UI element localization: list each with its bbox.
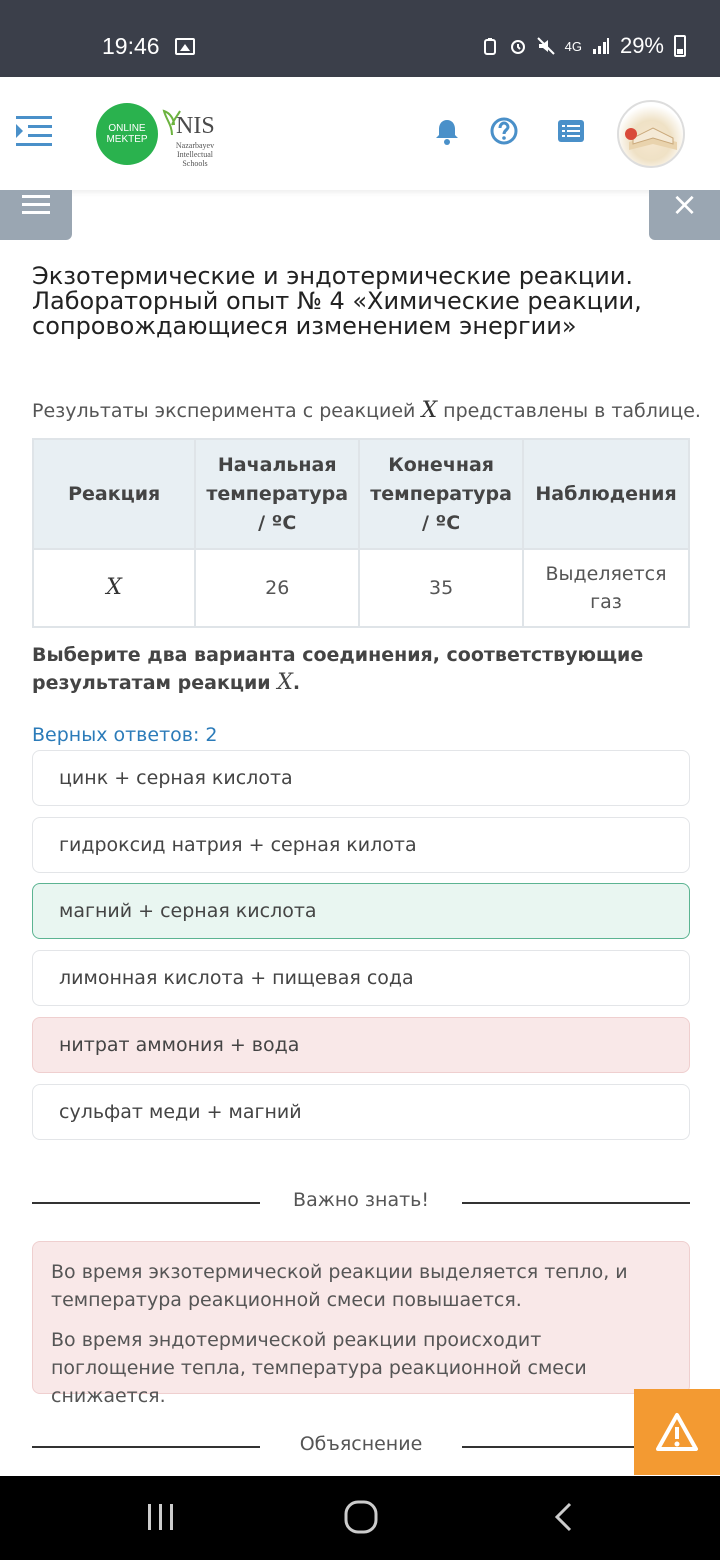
battery-icon xyxy=(674,35,686,57)
table-header-cell: Конечная температура / ºС xyxy=(359,439,523,549)
answer-option[interactable]: цинк + серная кислота xyxy=(32,750,690,806)
explanation-divider xyxy=(32,1431,690,1461)
question-text: Выберите два варианта соединения, соответствующие результатам реакции X. xyxy=(32,644,644,695)
info-paragraph: Во время эндотермической реакции происходит поглощение тепла, температура реакционной смеси снижается. xyxy=(51,1329,587,1407)
explanation-label[interactable]: Объяснение xyxy=(299,1433,423,1455)
table-row xyxy=(33,549,689,627)
app-header xyxy=(0,77,720,190)
divider-line xyxy=(462,1202,690,1204)
table-cell: 26 xyxy=(195,549,359,627)
table-header-cell: Реакция xyxy=(33,439,195,549)
avatar-book-icon xyxy=(619,102,685,168)
notification-bell-icon[interactable] xyxy=(433,117,461,145)
close-icon: × xyxy=(671,185,698,223)
menu-toggle-icon[interactable] xyxy=(16,114,52,148)
table-cell: 35 xyxy=(359,549,523,627)
system-nav-bar xyxy=(0,1476,720,1560)
info-paragraph: Во время экзотермической реакции выделяется тепло, и температура реакционной смеси повышается. xyxy=(51,1261,628,1311)
close-button[interactable] xyxy=(649,185,720,240)
online-mektep-logo[interactable]: ONLINE MEKTEP xyxy=(96,103,158,165)
table-header-cell: Наблюдения xyxy=(523,439,689,549)
table-cell: X xyxy=(33,549,195,627)
content-menu-button[interactable] xyxy=(0,190,72,240)
home-icon[interactable] xyxy=(344,1500,378,1534)
important-info-box xyxy=(32,1241,690,1407)
answer-option-correct[interactable]: магний + серная кислота xyxy=(32,883,690,939)
answer-option-wrong[interactable]: нитрат аммония + вода xyxy=(32,1017,690,1073)
warning-icon xyxy=(634,1389,720,1475)
recent-apps-icon[interactable] xyxy=(145,1501,177,1533)
results-table xyxy=(32,438,690,628)
status-time: 19:46 xyxy=(102,33,160,59)
report-problem-button[interactable] xyxy=(634,1389,720,1475)
battery-percent: 29% xyxy=(619,33,664,58)
important-divider xyxy=(32,1187,690,1217)
hamburger-icon xyxy=(22,193,50,217)
table-header-cell: Начальная температура / ºС xyxy=(195,439,359,549)
correct-answers-count: Верных ответов: 2 xyxy=(32,724,218,746)
page-title: Экзотермические и эндотермические реакции. Лабораторный опыт № 4 «Химические реакции, сопровождающиеся изменением энергии» xyxy=(32,262,642,340)
status-icons xyxy=(481,33,686,59)
user-avatar[interactable] xyxy=(617,100,685,168)
image-notification-icon xyxy=(175,38,195,55)
mute-icon xyxy=(537,37,555,55)
table-header-row xyxy=(33,439,689,549)
answer-option[interactable]: лимонная кислота + пищевая сода xyxy=(32,950,690,1006)
task-intro: Результаты эксперимента с реакцией X представлены в таблице. xyxy=(32,398,701,423)
answer-option[interactable]: гидроксид натрия + серная килота xyxy=(32,817,690,873)
table-cell: Выделяется газ xyxy=(523,549,689,627)
battery-saver-icon xyxy=(481,37,499,55)
alarm-icon xyxy=(509,37,527,55)
answer-option[interactable]: сульфат меди + магний xyxy=(32,1084,690,1140)
nis-logo: NIS Nazarbayev Intellectual Schools xyxy=(162,107,222,167)
important-label: Важно знать! xyxy=(293,1189,429,1211)
network-type: 4G xyxy=(564,38,582,54)
signal-icon xyxy=(592,37,610,55)
back-icon[interactable] xyxy=(552,1501,576,1533)
list-icon[interactable] xyxy=(557,117,585,145)
status-bar xyxy=(0,0,720,77)
help-icon[interactable] xyxy=(490,117,518,145)
